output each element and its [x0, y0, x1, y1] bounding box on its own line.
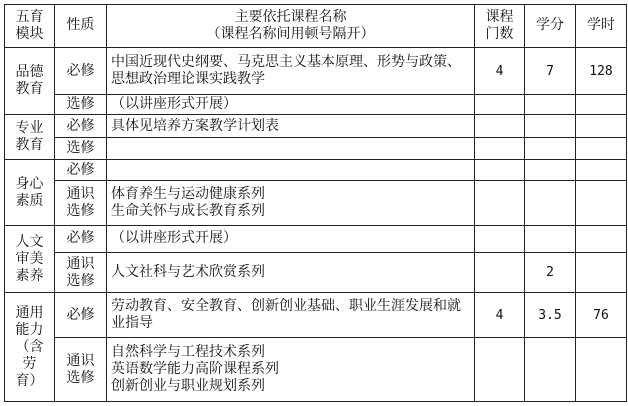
- hours-cell: [576, 115, 627, 138]
- table-row: [5, 338, 627, 402]
- hours-cell: [576, 252, 627, 293]
- courses-cell: 中国近现代史纲要、马克思主义基本原理、形势与政策、思想政治理论课实践教学: [107, 47, 475, 94]
- hours-cell: 76: [576, 293, 627, 338]
- table-row: [5, 293, 627, 338]
- nature-cell: 通识 选修: [55, 180, 107, 225]
- table-row: [5, 95, 627, 115]
- count-cell: [475, 160, 525, 180]
- nature-cell: 必修: [55, 225, 107, 252]
- header-module: 五育 模块: [5, 5, 55, 48]
- credits-cell: 3.5: [525, 293, 576, 338]
- courses-cell: 人文社科与艺术欣赏系列: [107, 252, 475, 293]
- header-credits: 学分: [525, 5, 576, 48]
- credits-cell: [525, 115, 576, 138]
- table-row: [5, 252, 627, 293]
- header-hours: 学时: [576, 5, 627, 48]
- table-row: [5, 180, 627, 225]
- count-cell: [475, 338, 525, 402]
- module-professional: 专业 教育: [5, 115, 55, 160]
- count-cell: [475, 225, 525, 252]
- count-cell: [475, 115, 525, 138]
- courses-cell: （以讲座形式开展）: [107, 95, 475, 115]
- header-row: [5, 5, 627, 48]
- credits-cell: [525, 225, 576, 252]
- hours-cell: [576, 95, 627, 115]
- credits-cell: [525, 137, 576, 160]
- courses-cell: 具体见培养方案教学计划表: [107, 115, 475, 138]
- nature-cell: 必修: [55, 47, 107, 94]
- module-physical: 身心 素质: [5, 160, 55, 225]
- courses-cell: 体育养生与运动健康系列 生命关怀与成长教育系列: [107, 180, 475, 225]
- credits-cell: 7: [525, 47, 576, 94]
- courses-cell: 自然科学与工程技术系列 英语数学能力高阶课程系列 创新创业与职业规划系列: [107, 338, 475, 402]
- count-cell: [475, 180, 525, 225]
- table-row: [5, 137, 627, 160]
- nature-cell: 选修: [55, 95, 107, 115]
- hours-cell: [576, 137, 627, 160]
- header-count: 课程 门数: [475, 5, 525, 48]
- count-cell: [475, 137, 525, 160]
- credits-cell: [525, 160, 576, 180]
- table-row: [5, 160, 627, 180]
- table-row: [5, 47, 627, 94]
- hours-cell: [576, 160, 627, 180]
- credits-cell: [525, 95, 576, 115]
- nature-cell: 通识 选修: [55, 338, 107, 402]
- nature-cell: 通识 选修: [55, 252, 107, 293]
- count-cell: 4: [475, 293, 525, 338]
- nature-cell: 必修: [55, 160, 107, 180]
- module-moral: 品德 教育: [5, 47, 55, 115]
- courses-cell: [107, 137, 475, 160]
- table-row: [5, 225, 627, 252]
- module-general-ability: 通用 能力 （含 劳 育）: [5, 293, 55, 402]
- nature-cell: 选修: [55, 137, 107, 160]
- credits-cell: 2: [525, 252, 576, 293]
- hours-cell: 128: [576, 47, 627, 94]
- header-nature: 性质: [55, 5, 107, 48]
- table-row: [5, 115, 627, 138]
- course-table: [4, 4, 627, 402]
- count-cell: [475, 252, 525, 293]
- count-cell: [475, 95, 525, 115]
- hours-cell: [576, 225, 627, 252]
- hours-cell: [576, 180, 627, 225]
- module-aesthetic: 人文 审美 素养: [5, 225, 55, 293]
- credits-cell: [525, 180, 576, 225]
- courses-cell: 劳动教育、安全教育、创新创业基础、职业生涯发展和就业指导: [107, 293, 475, 338]
- courses-cell: （以讲座形式开展）: [107, 225, 475, 252]
- count-cell: 4: [475, 47, 525, 94]
- credits-cell: [525, 338, 576, 402]
- nature-cell: 必修: [55, 115, 107, 138]
- hours-cell: [576, 338, 627, 402]
- courses-cell: [107, 160, 475, 180]
- nature-cell: 必修: [55, 293, 107, 338]
- header-courses: 主要依托课程名称 （课程名称间用顿号隔开）: [107, 5, 475, 48]
